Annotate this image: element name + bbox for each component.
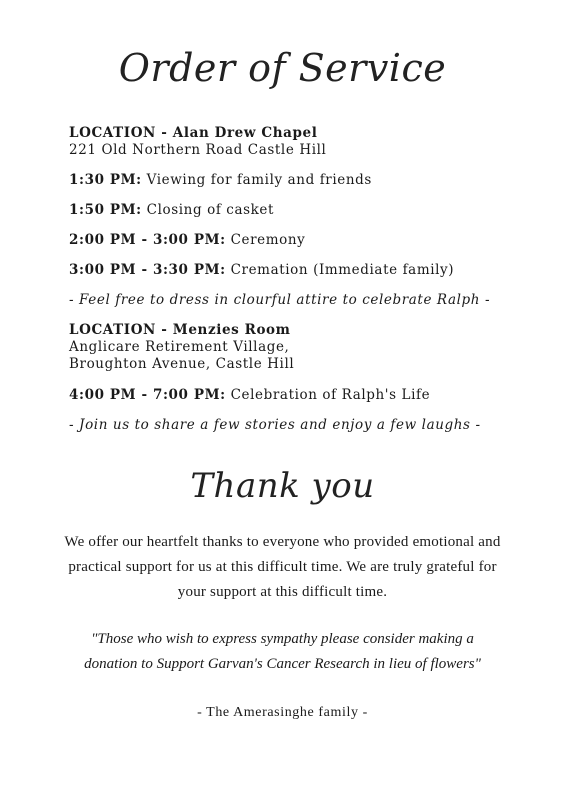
event-time: 3:00 PM - 3:30 PM: xyxy=(69,262,226,278)
schedule xyxy=(69,125,529,434)
event-desc: Ceremony xyxy=(225,232,306,248)
event-viewing xyxy=(69,172,529,189)
location-chapel-label: LOCATION - Alan Drew Chapel xyxy=(69,125,318,141)
location-chapel-address: 221 Old Northern Road Castle Hill xyxy=(69,142,327,158)
thanks-message xyxy=(25,530,540,605)
thanks-line: We offer our heartfelt thanks to everyone who provided emotional and xyxy=(64,534,501,550)
event-time: 1:50 PM: xyxy=(69,202,142,218)
donation-quote xyxy=(25,627,540,677)
thanks-line: your support at this difficult time. xyxy=(177,584,388,600)
event-desc: Viewing for family and friends xyxy=(141,172,372,188)
order-of-service-title: Order of Service xyxy=(118,46,447,90)
location-chapel xyxy=(69,125,529,142)
event-time: 4:00 PM - 7:00 PM: xyxy=(69,387,226,403)
dress-note: - Feel free to dress in clourful attire to celebrate Ralph - xyxy=(69,292,491,308)
event-desc: Celebration of Ralph's Life xyxy=(225,387,431,403)
event-desc: Cremation (Immediate family) xyxy=(225,262,455,278)
event-closing xyxy=(69,202,529,219)
location-menzies-label: LOCATION - Menzies Room xyxy=(69,322,291,338)
quote-line: donation to Support Garvan's Cancer Research in lieu of flowers" xyxy=(84,656,481,672)
event-celebration xyxy=(69,387,529,404)
location-menzies-address-2: Broughton Avenue, Castle Hill xyxy=(69,356,295,372)
event-cremation xyxy=(69,262,529,279)
location-menzies-address-1: Anglicare Retirement Village, xyxy=(69,339,290,355)
join-note: - Join us to share a few stories and enjoy a few laughs - xyxy=(69,417,481,433)
location-menzies xyxy=(69,322,529,339)
thank-you-title: Thank you xyxy=(190,466,375,506)
quote-line: "Those who wish to express sympathy please consider making a xyxy=(91,631,474,647)
event-time: 1:30 PM: xyxy=(69,172,142,188)
event-time: 2:00 PM - 3:00 PM: xyxy=(69,232,226,248)
family-signature: - The Amerasinghe family - xyxy=(197,705,368,720)
thanks-line: practical support for us at this difficult time. We are truly grateful for xyxy=(68,559,497,575)
event-desc: Closing of casket xyxy=(141,202,275,218)
event-ceremony xyxy=(69,232,529,249)
